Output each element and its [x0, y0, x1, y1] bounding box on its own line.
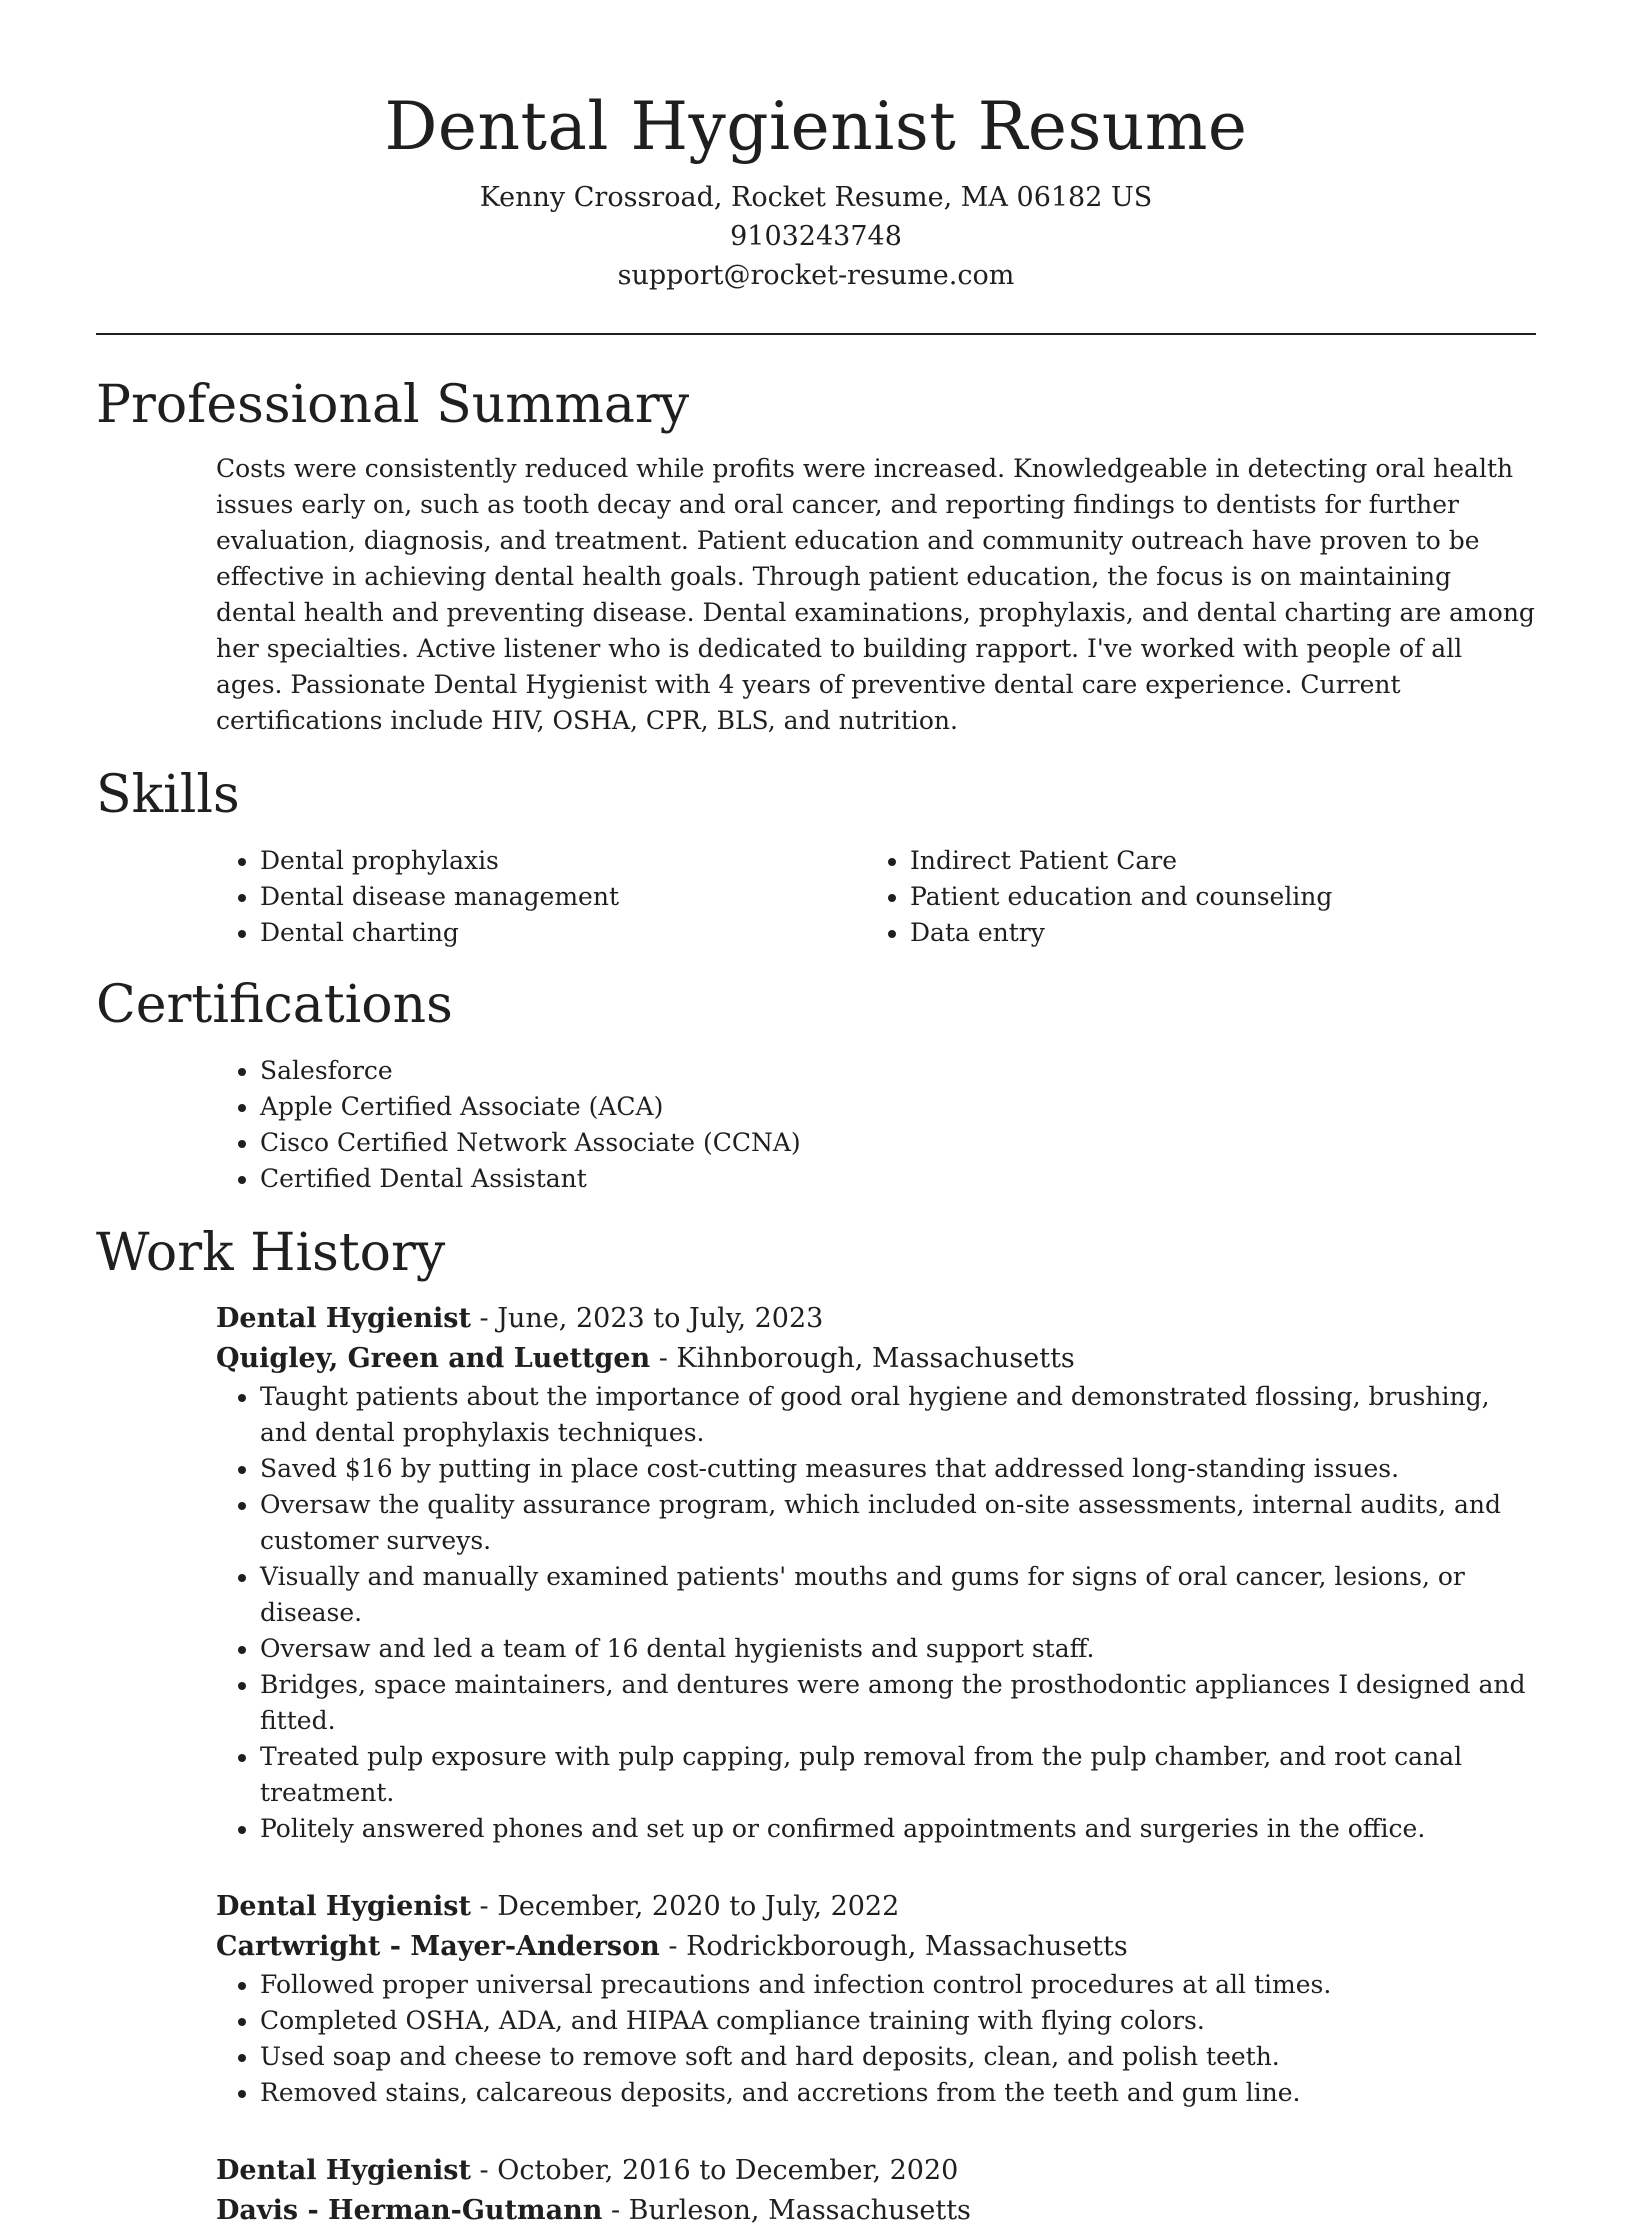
job-company-line [216, 1927, 1536, 1967]
job-duties-list [216, 1379, 1536, 1847]
skill-item: • Indirect Patient Care [910, 843, 1516, 879]
job-duty-item: • Treated pulp exposure with pulp capping, pulp removal from the pulp chamber, and root canal treatment. [260, 1739, 1536, 1811]
job-separator: - [470, 1303, 498, 1334]
work-history-section [96, 1221, 1536, 2231]
job-dates: June, 2023 to July, 2023 [497, 1303, 824, 1334]
job-duty-item: • Bridges, space maintainers, and dentures were among the prosthodontic appliances I designed and fitted. [260, 1667, 1536, 1739]
job-location: Rodrickborough, Massachusetts [686, 1931, 1128, 1962]
skill-item: • Dental charting [260, 915, 866, 951]
job-duty-item: • Saved $16 by putting in place cost-cutting measures that addressed long-standing issues. [260, 1451, 1536, 1487]
job-title-line [216, 1887, 1536, 1927]
job-company-line [216, 1339, 1536, 1379]
skills-column-right [866, 843, 1516, 951]
job-separator: - [650, 1343, 677, 1374]
job-title-line [216, 2151, 1536, 2191]
summary-text: Costs were consistently reduced while profits were increased. Knowledgeable in detecting oral health issues early on, such as tooth decay and oral cancer, and reporting findings to dentists for further evaluation, diagnosis, and treatment. Patient education and community outreach have proven to be effective in achieving dental health goals. Through patient education, the focus is on maintaining dental health and preventing disease. Dental examinations, prophylaxis, and dental charting are among her specialties. Active listener who is dedicated to building rapport. I've worked with people of all ages. Passionate Dental Hygienist with 4 years of preventive dental care experience. Current certifications include HIV, OSHA, CPR, BLS, and nutrition. [216, 454, 1535, 735]
job-separator: - [659, 1931, 687, 1962]
certifications-heading: Certifications [96, 975, 453, 1035]
certification-item: • Salesforce [260, 1053, 1536, 1089]
job-duties-list [216, 1967, 1536, 2111]
skill-item: • Dental prophylaxis [260, 843, 866, 879]
skills-list-right [866, 843, 1516, 951]
skill-item: • Patient education and counseling [910, 879, 1516, 915]
skill-item: • Dental disease management [260, 879, 866, 915]
skills-grid [216, 843, 1536, 951]
job-duty-item: • Taught patients about the importance of good oral hygiene and demonstrated flossing, brushing, and dental prophylaxis techniques. [260, 1379, 1536, 1451]
job-dates: October, 2016 to December, 2020 [497, 2155, 959, 2186]
job-duty-item: • Used soap and cheese to remove soft and hard deposits, clean, and polish teeth. [260, 2039, 1536, 2075]
job-duty-item: • Oversaw the quality assurance program, which included on-site assessments, internal audits, and customer surveys. [260, 1487, 1536, 1559]
certifications-section [96, 973, 1536, 1197]
job-entry [216, 1299, 1536, 1847]
summary-section [96, 373, 1536, 739]
job-duty-item: • Visually and manually examined patients' mouths and gums for signs of oral cancer, lesions, or disease. [260, 1559, 1536, 1631]
job-dates: December, 2020 to July, 2022 [497, 1891, 900, 1922]
job-title: Dental Hygienist [216, 2155, 471, 2186]
resume-header [96, 0, 1536, 295]
certifications-list-wrap [216, 1053, 1536, 1197]
certifications-list [216, 1053, 1536, 1197]
job-location: Kihnborough, Massachusetts [676, 1343, 1075, 1374]
job-company-line [216, 2191, 1536, 2231]
job-entry [216, 1887, 1536, 2111]
job-title: Dental Hygienist [216, 1303, 471, 1334]
job-separator: - [470, 2155, 498, 2186]
job-duty-item: • Removed stains, calcareous deposits, and accretions from the teeth and gum line. [260, 2075, 1536, 2111]
job-separator: - [470, 1891, 498, 1922]
contact-email: support@rocket-resume.com [617, 260, 1015, 291]
certification-item: • Certified Dental Assistant [260, 1161, 1536, 1197]
header-divider [96, 333, 1536, 335]
job-location: Burleson, Massachusetts [628, 2195, 971, 2226]
skills-heading: Skills [96, 765, 240, 825]
job-duty-item: • Completed OSHA, ADA, and HIPAA compliance training with flying colors. [260, 2003, 1536, 2039]
job-separator: - [602, 2195, 629, 2226]
certification-item: • Apple Certified Associate (ACA) [260, 1089, 1536, 1125]
job-entry [216, 2151, 1536, 2231]
certification-item: • Cisco Certified Network Associate (CCNA) [260, 1125, 1536, 1161]
job-company: Davis - Herman-Gutmann [216, 2195, 603, 2226]
work-history-heading: Work History [96, 1223, 446, 1283]
summary-heading: Professional Summary [96, 375, 690, 435]
resume-title: Dental Hygienist Resume [384, 88, 1248, 165]
skill-item: • Data entry [910, 915, 1516, 951]
job-title-line [216, 1299, 1536, 1339]
job-company: Cartwright - Mayer-Anderson [216, 1931, 660, 1962]
job-duty-item: • Oversaw and led a team of 16 dental hygienists and support staff. [260, 1631, 1536, 1667]
job-duty-item: • Followed proper universal precautions and infection control procedures at all times. [260, 1967, 1536, 2003]
contact-phone: 9103243748 [730, 221, 902, 252]
job-title: Dental Hygienist [216, 1891, 471, 1922]
contact-block [96, 178, 1536, 295]
skills-list-left [216, 843, 866, 951]
job-duty-item: • Politely answered phones and set up or confirmed appointments and surgeries in the office. [260, 1811, 1536, 1847]
skills-column-left [216, 843, 866, 951]
job-company: Quigley, Green and Luettgen [216, 1343, 651, 1374]
skills-section [96, 763, 1536, 951]
contact-address: Kenny Crossroad, Rocket Resume, MA 06182 US [479, 182, 1153, 213]
